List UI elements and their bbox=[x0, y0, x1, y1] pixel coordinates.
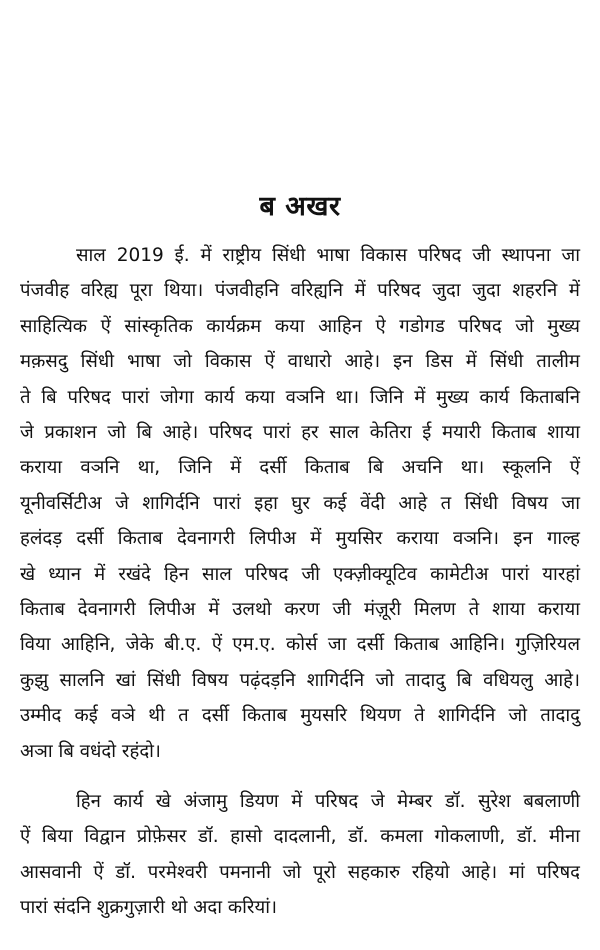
paragraph-2 bbox=[20, 784, 580, 926]
text-line: आसवानी ऐं डॉ. परमेश्वरी पमनानी जो पूरो सहकारु रहियो आहे। मां परिषद bbox=[20, 861, 580, 883]
text-line: उम्मीद कई वञे थी त दर्सी किताब मुयसरि थियण ते शागिर्दनि जो तादादु bbox=[20, 705, 580, 727]
text-line: हिन कार्य खे अंजामु डियण में परिषद जे मेम्बर डॉ. सुरेश बबलाणी bbox=[76, 791, 580, 812]
text-line: खे ध्यान में रखंदे हिन साल परिषद जी एक्ज़ीक्यूटिव कामेटीअ पारां यारहां bbox=[20, 563, 580, 585]
text-line: पारां संदनि शुक्रगुज़ारी थो अदा करियां। bbox=[20, 897, 277, 919]
text-line: किताब देवनागरी लिपीअ में उलथो करण जी मंज़ूरी मिलण ते शाया कराया bbox=[20, 599, 580, 621]
text-line: मक़सदु सिंधी भाषा जो विकास ऐं वाधारो आहे। इन डिस में सिंधी तालीम bbox=[20, 351, 580, 373]
text-line: हलंदड़ दर्सी किताब देवनागरी लिपीअ में मुयसिर कराया वञनि। इन गाल्ह bbox=[20, 528, 580, 550]
text-line: कुझु सालनि खां सिंधी विषय पढ़ंदड़नि शागिर्दनि जो तादादु बि वधियलु आहे। bbox=[20, 669, 580, 691]
paragraph-1 bbox=[20, 238, 580, 769]
text-line: साहित्यिक ऐं सांस्कृतिक कार्यक्रम कया आहिन ऐ गडोगड परिषद जो मुख्य bbox=[20, 315, 580, 337]
text-line: ते बि परिषद पारां जोगा कार्य कया वञनि था। जिनि में मुख्य कार्य किताबनि bbox=[20, 386, 580, 408]
text-line: कराया वञनि था, जिनि में दर्सी किताब बि अचनि था। स्कूलनि ऐं bbox=[20, 457, 580, 479]
text-line: पंजवीह वरिह्य पूरा थिया। पंजवीहनि वरिह्यनि में परिषद जुदा जुदा शहरनि में bbox=[20, 280, 580, 302]
text-line: विया आहिनि, जेके बी.ए. ऐं एम.ए. कोर्स जा दर्सी किताब आहिनि। गुज़िरियल bbox=[20, 634, 580, 656]
text-line: ऐं बिया विद्वान प्रोफ़ेसर डॉ. हासो दादलानी, डॉ. कमला गोकलाणी, डॉ. मीना bbox=[20, 826, 580, 848]
text-line: यूनीवर्सिटीअ जे शागिर्दनि पारां इहा घुर कई वेंदी आहे त सिंधी विषय जा bbox=[20, 492, 580, 514]
text-line: साल 2019 ई. में राष्ट्रीय सिंधी भाषा विकास परिषद जी स्थापना जा bbox=[76, 245, 580, 266]
text-line: जे प्रकाशन जो बि आहे। परिषद पारां हर साल केतिरा ई मयारी किताब शाया bbox=[20, 422, 580, 444]
text-line: अञा बि वधंदो रहंदो। bbox=[20, 740, 161, 762]
page-title: ब अखर bbox=[259, 191, 341, 222]
